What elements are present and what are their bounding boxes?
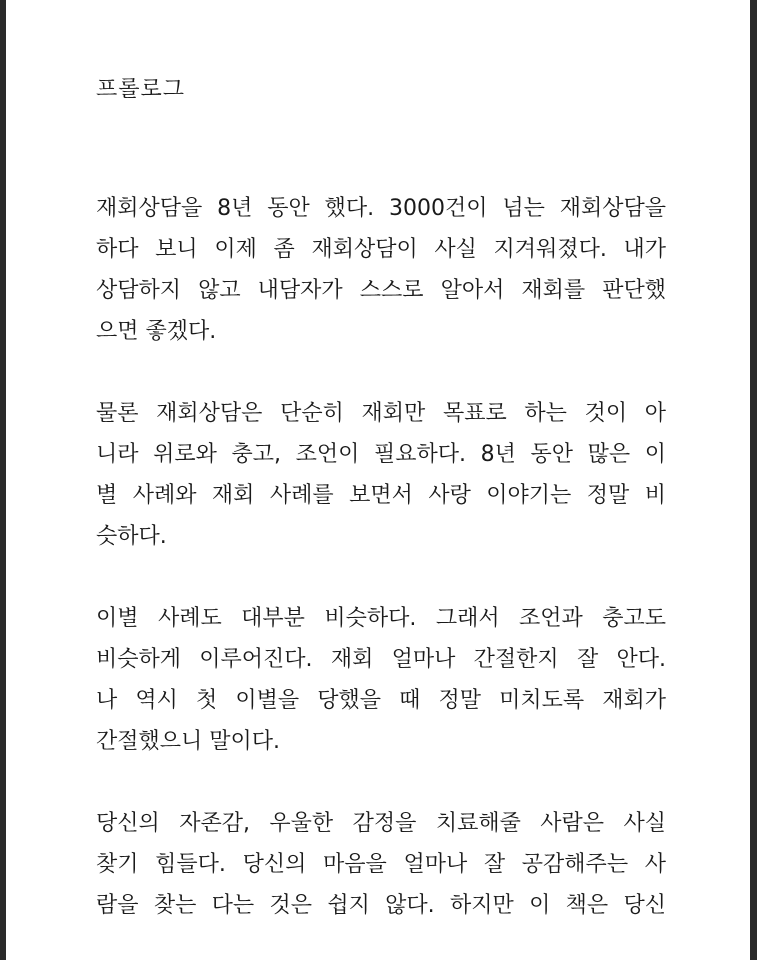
text-line: 물론 재회상담은 단순히 재회만 목표로 하는 것이 아	[96, 401, 666, 426]
text-line: 재회상담을 8년 동안 했다. 3000건이 넘는 재회상담을	[96, 196, 666, 221]
text-line: 간절했으니 말이다.	[96, 729, 281, 754]
paragraph-2	[96, 393, 666, 557]
text-line: 나 역시 첫 이별을 당했을 때 정말 미치도록 재회가	[96, 688, 666, 713]
text-line: 찾기 힘들다. 당신의 마음을 얼마나 잘 공감해주는 사	[96, 852, 666, 877]
text-line: 별 사례와 재회 사례를 보면서 사랑 이야기는 정말 비	[96, 483, 666, 508]
page-title: 프롤로그	[96, 77, 186, 102]
document-body	[96, 188, 666, 960]
text-line: 상담하지 않고 내담자가 스스로 알아서 재회를 판단했	[96, 278, 666, 303]
text-line: 하다 보니 이제 좀 재회상담이 사실 지겨워졌다. 내가	[96, 237, 666, 262]
document-page	[6, 0, 750, 960]
text-line: 당신의 자존감, 우울한 감정을 치료해줄 사람은 사실	[96, 811, 666, 836]
text-line: 비슷하게 이루어진다. 재회 얼마나 간절한지 잘 안다.	[96, 647, 666, 672]
text-line: 람을 찾는 다는 것은 쉽지 않다. 하지만 이 책은 당신	[96, 893, 666, 918]
text-line: 니라 위로와 충고, 조언이 필요하다. 8년 동안 많은 이	[96, 442, 666, 467]
paragraph-4	[96, 803, 666, 926]
text-line: 슷하다.	[96, 524, 167, 549]
text-line: 이별 사례도 대부분 비슷하다. 그래서 조언과 충고도	[96, 606, 666, 631]
text-line: 으면 좋겠다.	[96, 319, 217, 344]
paragraph-3	[96, 598, 666, 762]
paragraph-1	[96, 188, 666, 352]
